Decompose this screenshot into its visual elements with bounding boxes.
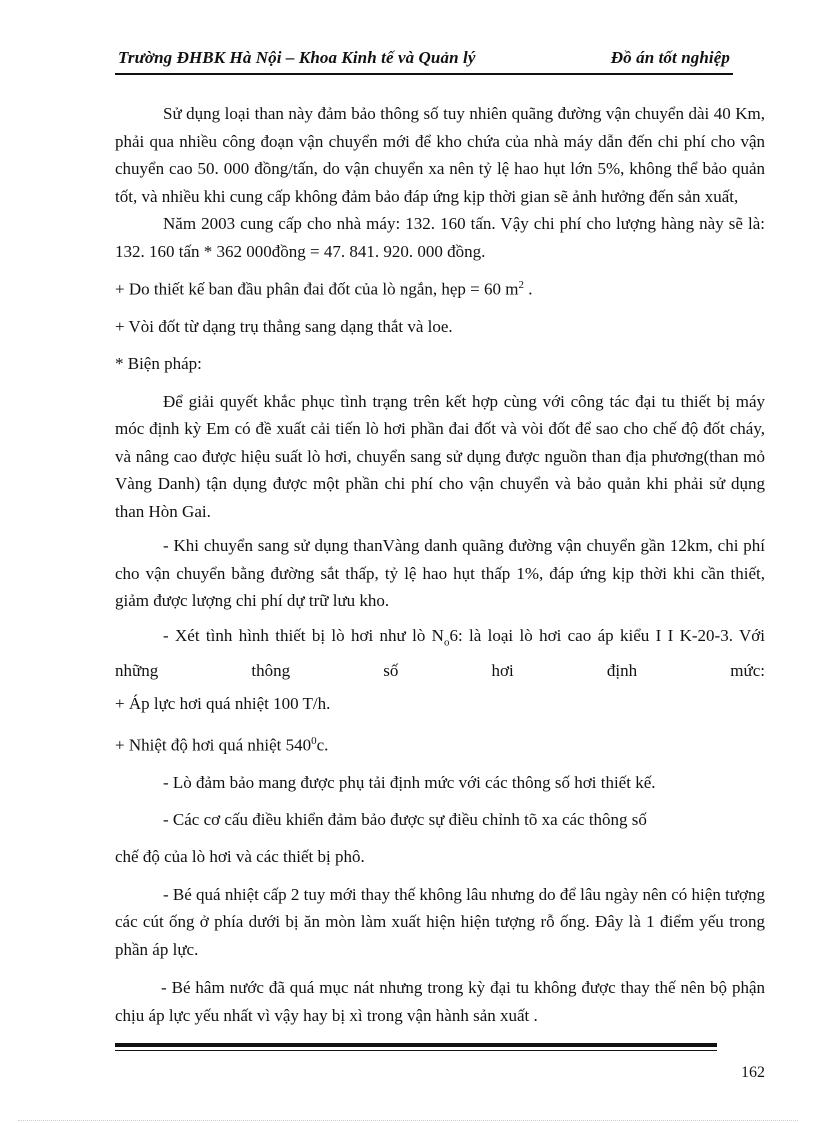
list-item-burner-zone-text: + Do thiết kế ban đầu phân đai đốt của lò ngắn, hẹp = 60 m	[115, 279, 519, 299]
list-item-steam-pressure: + Áp lực hơi quá nhiệt 100 T/h.	[115, 694, 331, 714]
superscript-degree: 0	[311, 735, 317, 748]
list-item-burner-zone-end: .	[523, 279, 533, 299]
paragraph-control-a: - Các cơ cấu điều khiển đảm bảo được sự điều chỉnh tõ xa các thông số	[163, 809, 647, 829]
paragraph-economizer: - Bé hâm nước đã quá mục nát nhưng trong kỳ đại tu không được thay thế nên bộ phận chịu áp lực yếu nhất vì vậy hay bị xì trong vận hành sản xuất .	[115, 978, 765, 1025]
list-item-nozzle: + Vòi đốt từ dạng trụ thẳng sang dạng thắt và loe.	[115, 316, 453, 336]
paragraph-superheater: - Bé quá nhiệt cấp 2 tuy mới thay thế không lâu nhưng do để lâu ngày nên có hiện tượng các cút ống ở phía dưới bị ăn mòn làm xuất hiện hiện tượng rỗ ống. Đây là 1 điểm yếu trong phần áp lực.	[115, 884, 765, 959]
paragraph-supply-2003: Năm 2003 cung cấp cho nhà máy: 132. 160 tấn. Vậy chi phí cho lượng hàng này sẽ là: 132. 160 tấn * 362 000đồng = 47. 841. 920. 000 đồng.	[115, 214, 765, 261]
page-header	[118, 46, 730, 74]
page-edge-dotted-line	[18, 1120, 798, 1121]
paragraph-coal-transport: Sử dụng loại than này đảm bảo thông số tuy nhiên quãng đường vận chuyển dài 40 Km, phải qua nhiều công đoạn vận chuyển mới để kho chứa của nhà máy dẫn đến chi phí cho vận chuyển cao 50. 000 đồng/tấn, do vận chuyển xa nên tỷ lệ hao hụt lớn 5%, không thể bảo quản tốt, và nhiều khi cung cấp không đảm bảo đáp ứng kịp thời gian sẽ ảnh hưởng đến sản xuất,	[115, 104, 765, 206]
paragraph-proposal: Để giải quyết khắc phục tình trạng trên kết hợp cùng với công tác đại tu thiết bị máy móc định kỳ Em có đề xuất cải tiến lò hơi phần đai đốt và vòi đốt để sao cho chế độ đốt cháy, và nâng cao được hiệu suất lò hơi, chuyển sang sử dụng được nguồn than địa phương(than mỏ Vàng Danh) tận dụng được một phần chi phí cho vận chuyển và bảo quản khi phải sử dụng than Hòn Gai.	[115, 391, 765, 521]
paragraph-vang-danh: - Khi chuyển sang sử dụng thanVàng danh quãng đường vận chuyển gần 12km, chi phí cho vận chuyển bằng đường sắt thấp, tỷ lệ hao hụt thấp 1%, đáp ứng kịp thời khi cần thiết, giảm được lượng chi phí dự trữ lưu kho.	[115, 536, 765, 611]
footer-divider-thin	[115, 1050, 717, 1051]
paragraph-design-load: - Lò đảm bảo mang được phụ tải định mức với các thông số hơi thiết kế.	[163, 772, 656, 792]
paragraph-boiler-status-b: 6: là loại lò hơi cao áp kiểu I I K-20-3. Với những thông số hơi định mức:	[115, 625, 765, 680]
list-item-burner-zone	[115, 272, 765, 303]
paragraph-boiler-status-a: - Xét tình hình thiết bị lò hơi như lò N	[163, 625, 444, 645]
footer-divider-thick	[115, 1043, 717, 1047]
header-document-type: Đồ án tốt nghiệp	[610, 48, 730, 67]
list-item-steam-temperature-end: c.	[316, 735, 329, 755]
header-institution: Trường ĐHBK Hà Nội – Khoa Kinh tế và Quản lý	[118, 48, 476, 67]
paragraph-control-b: chế độ của lò hơi và các thiết bị phô.	[115, 846, 365, 866]
page-number: 162	[741, 1064, 765, 1081]
subscript-o: o	[443, 636, 450, 649]
heading-measures: * Biện pháp:	[115, 353, 202, 373]
paragraph-boiler-status	[115, 622, 765, 684]
page-body	[115, 100, 765, 1029]
list-item-steam-temperature	[115, 728, 765, 759]
header-divider	[115, 73, 733, 75]
list-item-steam-temperature-text: + Nhiệt độ hơi quá nhiệt 540	[115, 735, 312, 755]
superscript-squared: 2	[518, 279, 524, 291]
